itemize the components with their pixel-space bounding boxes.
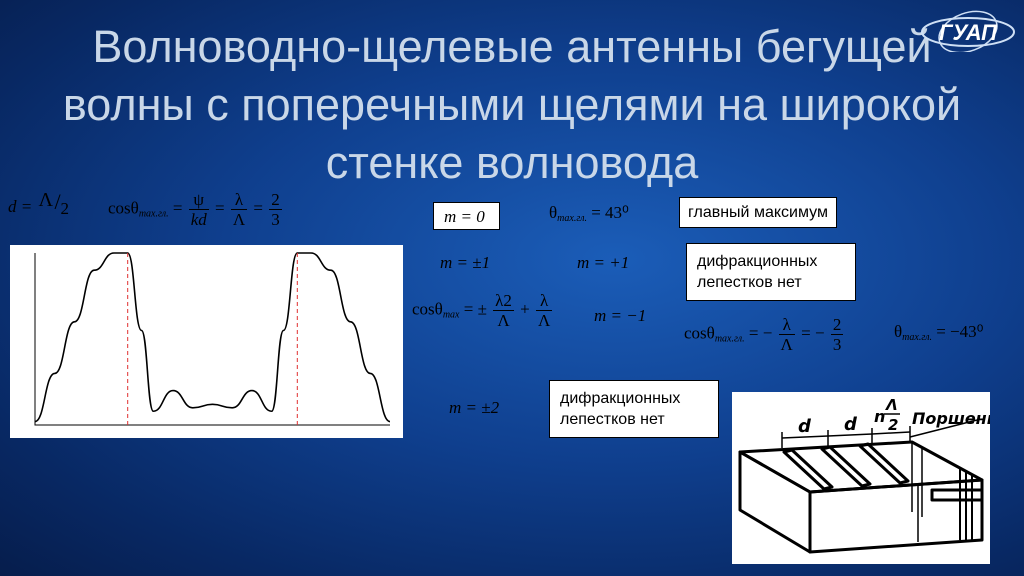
title-line-3: стенке волновода xyxy=(325,137,699,188)
chart-svg xyxy=(10,245,403,438)
slot-3 xyxy=(860,444,908,483)
m0-box xyxy=(433,202,500,230)
radiation-pattern-chart xyxy=(10,245,403,438)
formula-cos-main xyxy=(108,190,284,229)
frac-lambda2-Lambda: $\frac{\lambda 2}{\Lambda}$ xyxy=(495,291,512,330)
d-lhs: d = xyxy=(8,196,33,216)
formula-cos-max: cosθ$_{max}$ = ± $\frac{\lambda 2}{\Lambda}$ + $\frac{\lambda}{\Lambda}$ xyxy=(412,291,551,330)
m-p1: m = +1 xyxy=(577,253,630,272)
label-d1: d xyxy=(798,416,811,437)
guap-logo xyxy=(916,10,1020,52)
no-lobes-box-1: дифракционных лепестков нет xyxy=(686,243,856,301)
eq-sign: = xyxy=(215,198,225,218)
eq-sign: = xyxy=(253,198,264,218)
title-line-1: Волноводно-щелевые антенны бегущей xyxy=(92,21,932,72)
label-frac-num: Λ xyxy=(886,396,898,414)
d-den: 2 xyxy=(60,199,69,218)
piston-rod xyxy=(932,490,982,500)
slide-title xyxy=(0,18,1024,192)
d-fraction: Λ / 2 xyxy=(38,189,69,218)
m-pm2: m = ±2 xyxy=(449,398,500,417)
m0-text: m = 0 xyxy=(444,207,485,226)
label-piston: Поршень xyxy=(912,409,990,428)
frac-lambda-Lambda-2: $\frac{\lambda}{\Lambda}$ xyxy=(538,291,551,330)
waveguide-diagram xyxy=(732,392,990,564)
main-max-label: главный максимум xyxy=(679,197,837,228)
title-line-2: волны с поперечными щелями на широкой xyxy=(62,79,962,130)
formula-d xyxy=(8,189,69,221)
formula-theta-neg43: $\theta_{max.гл.} = -43^0$ xyxy=(894,322,984,343)
frac-2-3-neg: $\frac{2}{3}$ xyxy=(832,315,842,354)
m-pm1: m = ±1 xyxy=(440,253,491,272)
formula-cos-neg: cosθ$_{max.гл.}$ = − $\frac{\lambda}{\Lambda}$ = − $\frac{2}{3}$ xyxy=(684,315,842,354)
slot-2 xyxy=(822,447,870,486)
formula-theta-43: $\theta_{max.гл.} = 43^0$ xyxy=(549,203,629,224)
no-lobes-box-2: дифракционных лепестков нет xyxy=(549,380,719,438)
label-d2: d xyxy=(844,414,857,435)
cos-main-sub: max.гл. xyxy=(138,208,169,220)
frac-lambda-Lambda: $\frac{\lambda}{\Lambda}$ xyxy=(232,190,246,229)
eq-sign: = xyxy=(172,198,183,218)
frac-psi-kd: $\frac{\psi}{kd}$ xyxy=(190,190,207,229)
m-m1: m = −1 xyxy=(594,306,647,325)
logo-text: ГУАП xyxy=(939,20,997,45)
cos-main-prefix: cosθ xyxy=(108,198,139,218)
label-n: n xyxy=(874,407,886,426)
frac-lambda-Lambda-3: $\frac{\lambda}{\Lambda}$ xyxy=(780,315,793,354)
d-num: Λ xyxy=(38,189,53,211)
pattern-line xyxy=(35,253,390,422)
frac-2-3: $\frac{2}{3}$ xyxy=(271,190,280,229)
label-frac-den: 2 xyxy=(888,416,899,434)
slot-1 xyxy=(784,450,832,489)
